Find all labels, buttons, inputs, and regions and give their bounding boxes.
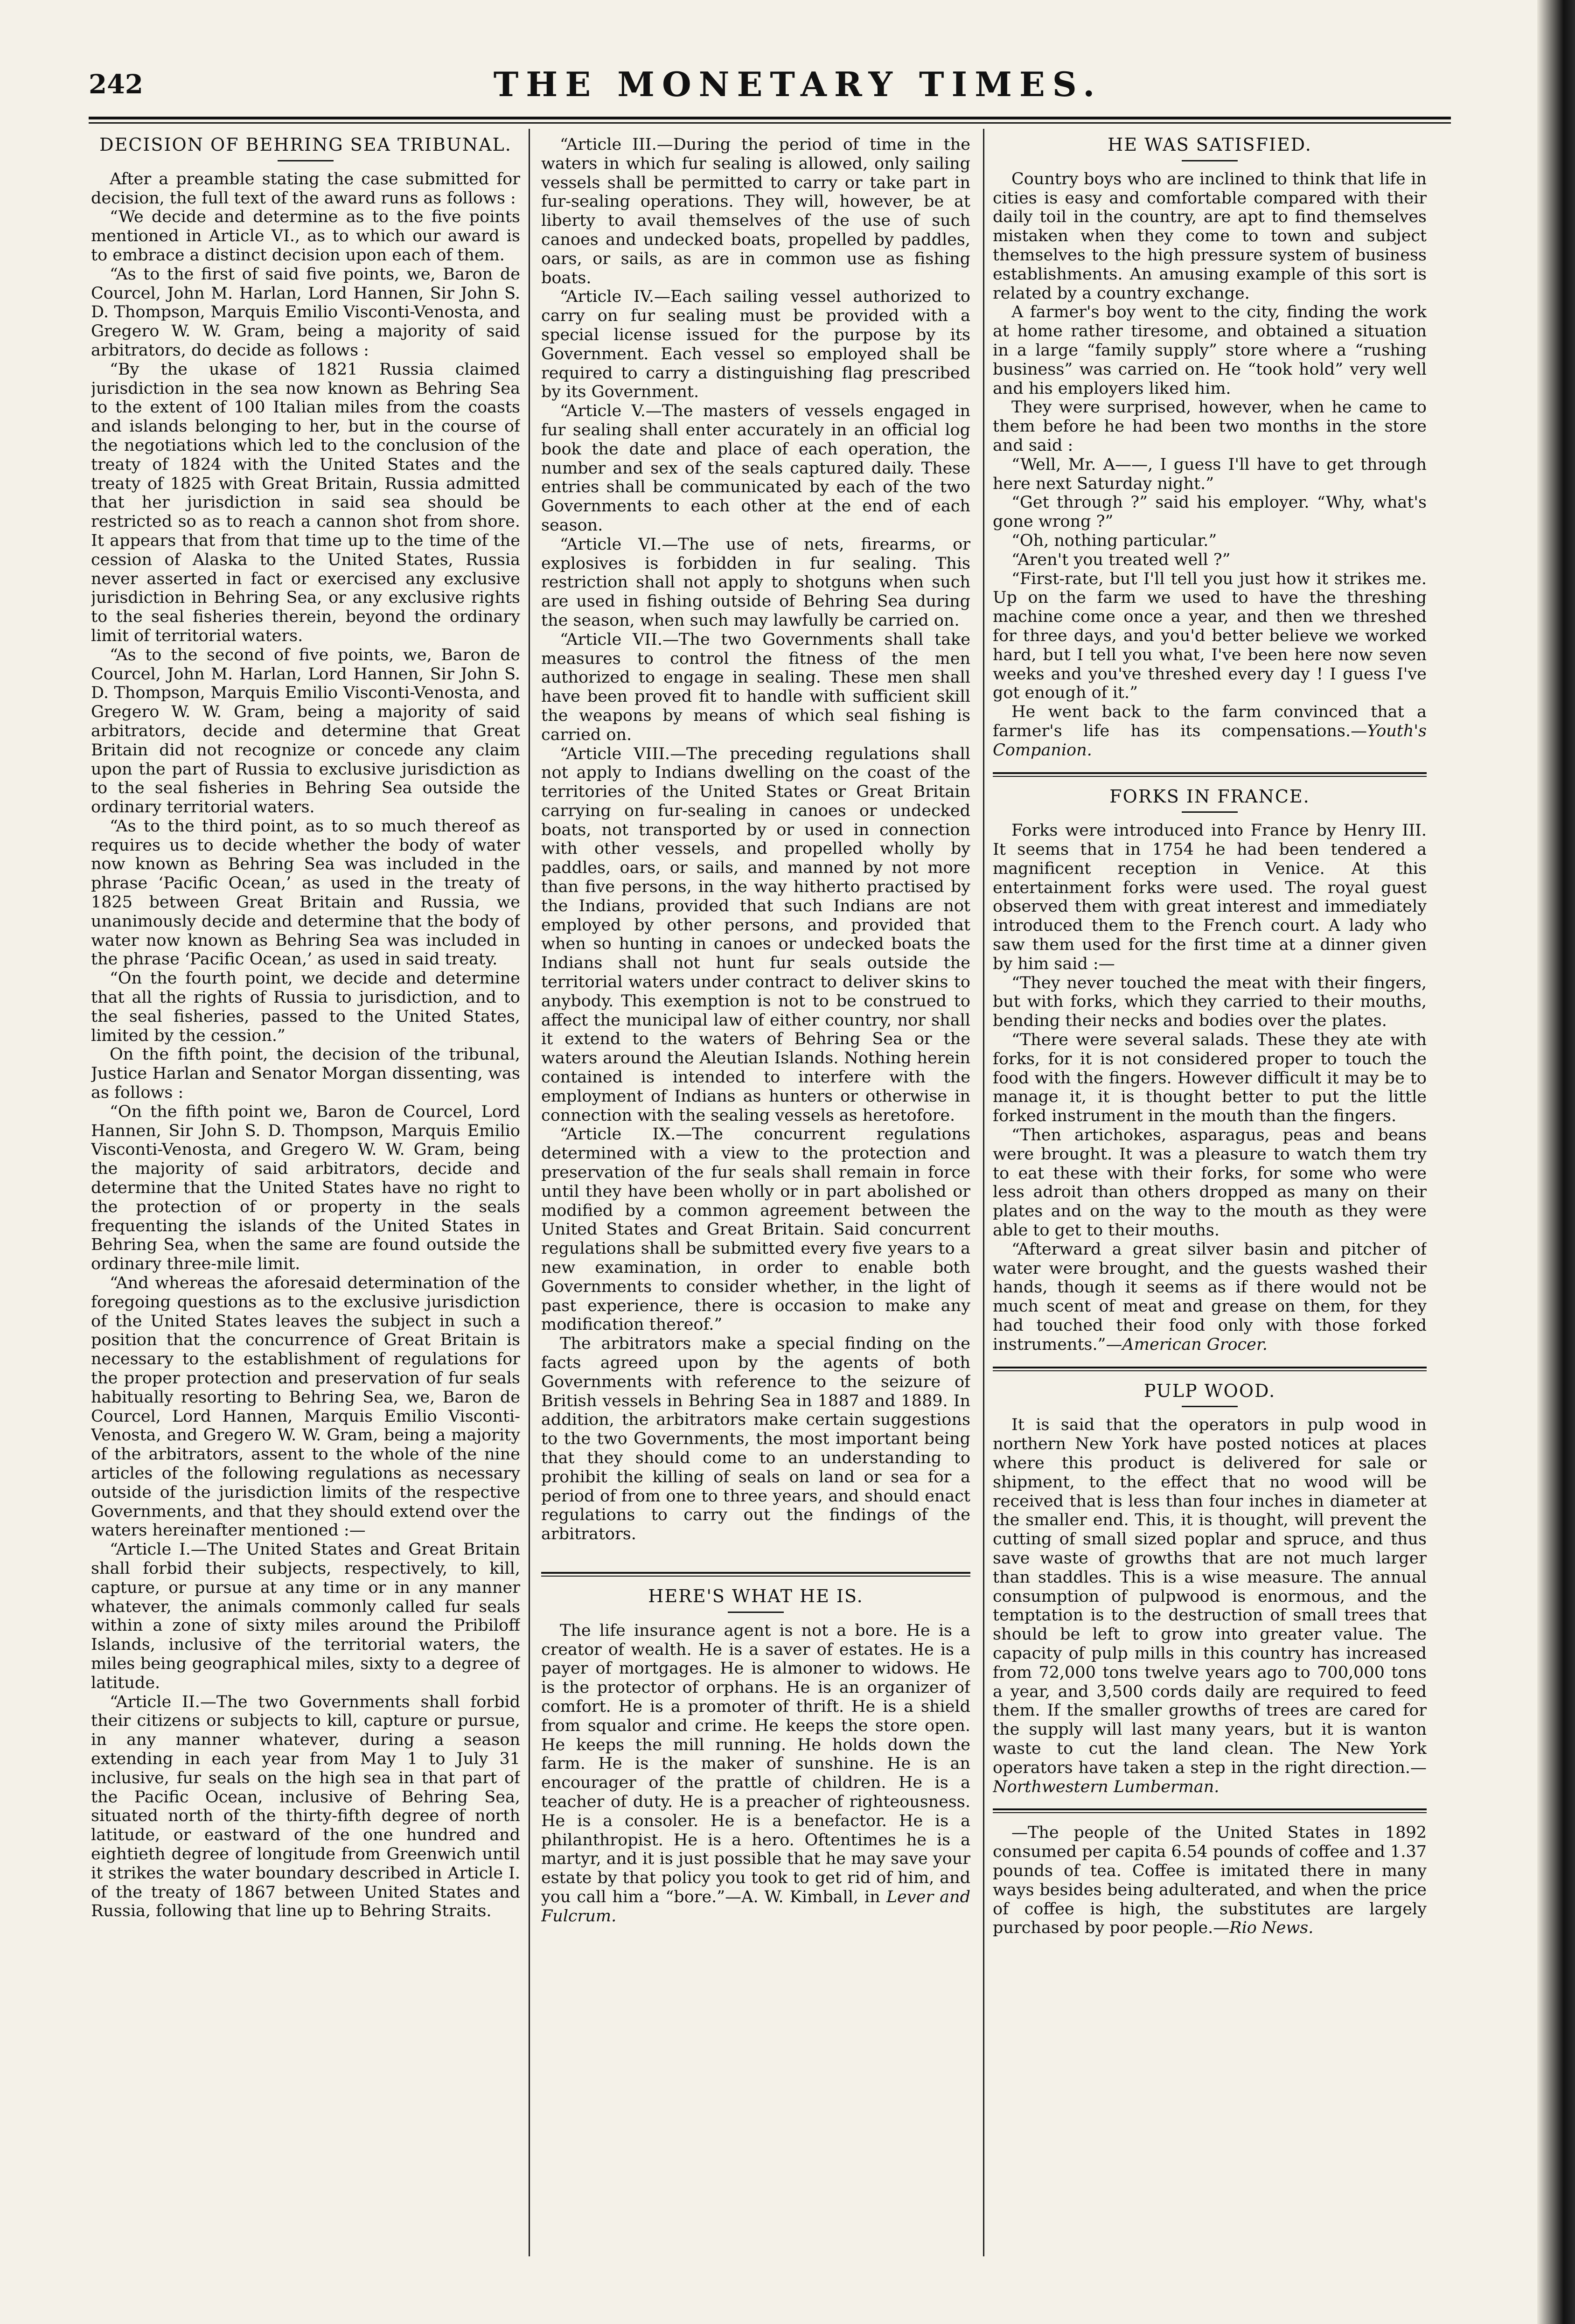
article-title-behring: DECISION OF BEHRING SEA TRIBUNAL.: [99, 135, 512, 155]
source-credit: Northwestern Lumberman.: [993, 1777, 1220, 1796]
article-title-heres: HERE'S WHAT HE IS.: [648, 1585, 864, 1606]
masthead: THE MONETARY TIMES.: [493, 64, 1102, 104]
paragraph: “They never touched the meat with their fingers, but with forks, which they carried to their mouths, bending their necks and bodies over the plates.: [993, 973, 1427, 1031]
paragraph: Forks were introduced into France by Henry III. It seems that in 1754 he had been tendered a magnificent reception in Venice. At this entertainment forks were used. The royal guest observed them with great interest and immediately introduced them to the French court. A lady who saw them used for the first time at a dinner given by him said :—: [993, 821, 1427, 973]
section-rule: [993, 1367, 1427, 1371]
column-divider: [529, 129, 530, 2256]
column-divider: [983, 129, 984, 2256]
paragraph: “Aren't you treated well ?”: [1011, 550, 1231, 569]
article-title-forks: FORKS IN FRANCE.: [1109, 786, 1310, 807]
paragraph: They were surprised, however, when he came to them before he had been two months in the store and said :: [993, 398, 1427, 455]
paragraph: “Article VIII.—The preceding regulations shall not apply to Indians dwelling on the coast of the territories of the United States or Great Britain carrying on fur-sealing in canoes or undecked boats, not transported by or used in connection with other vessels, and propelled wholly by paddles, oars, or sails, and manned by not more than five persons, in the way hitherto practised by the Indians, provided that such Indians are not employed by other persons, and provided that when so hunting in canoes or undecked boats the Indians shall not hunt fur seals outside the territorial waters under contract to deliver skins to anybody. This exemption is not to be construed to affect the municipal law of either country, nor shall it extend to the waters of Behring Sea or the waters around the Aleutian Islands. Nothing herein contained is intended to interfere with the employment of Indians as hunters or otherwise in connection with the sealing vessels as heretofore.: [541, 744, 970, 1125]
paragraph: “There were several salads. These they ate with forks, for it is not considered proper to touch the food with the fingers. However difficult it may be to manage it, it is thought better to put the little forked instrument in the mouth than the fingers.: [993, 1031, 1427, 1126]
paragraph: “Article VII.—The two Governments shall take measures to control the fitness of the men authorized to engage in sealing. These men shall have been proved fit to handle with sufficient skill the weapons by means of which seal fishing is carried on.: [541, 630, 970, 744]
page-binding-edge: [1537, 0, 1575, 2324]
paragraph: “On the fourth point, we decide and determine that all the rights of Russia to jurisdiction, and to the seal fisheries, passed to the United States, limited by the cession.”: [91, 969, 520, 1045]
paragraph: A farmer's boy went to the city, finding the work at home rather tiresome, and obtained a situation in a large “family supply” store where a “rushing business” was carried on. He “took hold” very well and his employers liked him.: [993, 303, 1427, 398]
article-body: The life insurance agent is not a bore. He is a creator of wealth. He is a saver of estates. He is a payer of mortgages. He is almoner to widows. He is the protector of orphans. He is an organizer of comfort. He is a promoter of thrift. He is a shield from squalor and crime. He keeps the store open. He keeps the mill running. He holds down the farm. He is the maker of sunshine. He is an encourager of the prattle of children. He is a teacher of duty. He is a preacher of righteousness. He is a consoler. He is a benefactor. He is a philanthropist. He is a hero. Oftentimes he is a martyr, and it is just possible that he may save your estate by that policy you took to get rid of him, and you call him a “bore.”—A. W. Kimball, in: [541, 1621, 970, 1906]
paragraph: [993, 1823, 1427, 1938]
column-2: [541, 135, 970, 2254]
source-credit: Lever and Fulcrum.: [541, 1887, 970, 1926]
title-rule: [1182, 1406, 1238, 1407]
title-rule: [1182, 160, 1238, 161]
column-3: [993, 135, 1427, 2254]
paragraph: “We decide and determine as to the five points mentioned in Article VI., as to which our award is to embrace a distinct decision upon each of them.: [91, 208, 520, 265]
title-rule: [278, 160, 334, 161]
paragraph: “Article IX.—The concurrent regulations determined with a view to the protection and preservation of the fur seals shall remain in force until they have been wholly or in part abolished or modified by a common agreement between the United States and Great Britain. Said concurrent regulations shall be submitted every five years to a new examination, in order to enable both Governments to consider whether, in the light of past experience, there is occasion to make any modification thereof.”: [541, 1125, 970, 1334]
paragraph: Country boys who are inclined to think that life in cities is easy and comfortable compared with their daily toil in the country, are apt to find themselves mistaken when they come to town and subject themselves to the high pressure system of business establishments. An amusing example of this sort is related by a country exchange.: [993, 169, 1427, 303]
article-title-pulp: PULP WOOD.: [1143, 1380, 1276, 1401]
paragraph: After a preamble stating the case submitted for decision, the full text of the award runs as follows :: [91, 169, 520, 208]
title-rule: [1182, 811, 1238, 813]
paragraph: “By the ukase of 1821 Russia claimed jurisdiction in the sea now known as Behring Sea to the extent of 100 Italian miles from the coasts and islands belonging to her, but in the course of the negotiations which led to the conclusion of the treaty of 1824 with the United States and the treaty of 1825 with Great Britain, Russia admitted that her jurisdiction in said sea should be restricted so as to reach a cannon shot from shore. It appears that from that time up to the time of the cession of Alaska to the United States, Russia never asserted in fact or exercised any exclusive jurisdiction in Behring Sea, or any exclusive rights to the seal fisheries therein, beyond the ordinary limit of territorial waters.: [91, 360, 520, 645]
source-credit: American Grocer.: [1122, 1335, 1268, 1354]
section-rule: [993, 1808, 1427, 1813]
source-credit: Youth's Companion.: [993, 721, 1427, 760]
masthead-rule: [89, 117, 1451, 119]
paragraph: “Then artichokes, asparagus, peas and beans were brought. It was a pleasure to watch them try to eat these with their forks, for some who were less adroit than others dropped as many on their plates and on the way to the mouth as they were able to get to their mouths.: [993, 1126, 1427, 1240]
source-credit: Rio News.: [1229, 1919, 1314, 1938]
masthead-rule-thin: [89, 122, 1451, 124]
paragraph: “Article II.—The two Governments shall forbid their citizens or subjects to kill, capture or pursue, in any manner whatever, during a season extending in each year from May 1 to July 31 inclusive, fur seals on the high sea in that part of the Pacific Ocean, inclusive of Behring Sea, situated north of the thirty-fifth degree of north latitude, or eastward of the one hundred and eightieth degree of longitude from Greenwich until it strikes the water boundary described in Article I. of the treaty of 1867 between United States and Russia, following that line up to Behring Straits.: [91, 1692, 520, 1921]
paragraph: “Get through ?” said his employer. “Why, what's gone wrong ?”: [993, 493, 1427, 531]
article-body: —The people of the United States in 1892 consumed per capita 6.54 pounds of coffee and 1.37 pounds of tea. Coffee is imitated there in many ways besides being adulterated, and when the price of coffee is high, the substitutes are largely purchased by poor people.—: [993, 1823, 1427, 1938]
paragraph: On the fifth point, the decision of the tribunal, Justice Harlan and Senator Morgan dissenting, was as follows :: [91, 1045, 520, 1103]
article-body: He went back to the farm convinced that a farmer's life has its compensations.—: [993, 703, 1427, 740]
paragraph: [541, 1621, 970, 1926]
paragraph: “Article V.—The masters of vessels engaged in fur sealing shall enter accurately in an official log book the date and place of each operation, the number and sex of the seals captured daily. These entries shall be communicated by each of the two Governments to each other at the end of each season.: [541, 402, 970, 535]
article-body: “Afterward a great silver basin and pitcher of water were brought, and the guests washed their hands, though it seems as if there would not be much scent of meat and grease on them, for they had touched their food only with those forked instruments.”—: [993, 1240, 1427, 1354]
paragraph: “First-rate, but I'll tell you just how it strikes me. Up on the farm we used to have the threshing machine come once a year, and then we threshed for three days, and you'd better believe we worked hard, but I tell you what, I've been here now seven weeks and you've threshed every day ! I guess I've got enough of it.”: [993, 569, 1427, 703]
paragraph: “Well, Mr. A——, I guess I'll have to get through here next Saturday night.”: [993, 455, 1427, 493]
paragraph: “On the fifth point we, Baron de Courcel, Lord Hannen, Sir John S. D. Thompson, Marquis Emilio Visconti-Venosta, and Gregero W. W. Gram, being the majority of said arbitrators, decide and determine that the United States have no right to the protection of or property in the seals frequenting the islands of the United States in Behring Sea, when the same are found outside the ordinary three-mile limit.: [91, 1102, 520, 1274]
title-rule: [728, 1612, 784, 1613]
paragraph: “Article I.—The United States and Great Britain shall forbid their subjects, respectively, to kill, capture, or pursue at any time or in any manner whatever, the animals commonly called fur seals within a zone of sixty miles around the Pribiloff Islands, inclusive of the territorial waters, the miles being geographical miles, sixty to a degree of latitude.: [91, 1540, 520, 1692]
paragraph: “And whereas the aforesaid determination of the foregoing questions as to the exclusive jurisdiction of the United States leaves the subject in such a position that the concurrence of Great Britain is necessary to the establishment of regulations for the proper protection and preservation of fur seals habitually resorting to Behring Sea, we, Baron de Courcel, Lord Hannen, Marquis Emilio Visconti-Venosta, and Gregero W. W. Gram, being a majority of the arbitrators, assent to the whole of the nine articles of the following regulations as necessary outside of the jurisdiction limits of the respective Governments, and that they should extend over the waters hereinafter mentioned :—: [91, 1274, 520, 1540]
section-rule: [993, 772, 1427, 777]
section-rule: [541, 1572, 970, 1577]
paragraph: “As to the second of five points, we, Baron de Courcel, John M. Harlan, Lord Hannen, Sir John S. D. Thompson, Marquis Emilio Visconti-Venosta, and Gregero W. W. Gram, being a majority of said arbitrators, decide and determine that Great Britain did not recognize or concede any claim upon the part of Russia to exclusive jurisdiction as to the seal fisheries in Behring Sea outside the ordinary territorial waters.: [91, 645, 520, 817]
paragraph: “As to the third point, as to so much thereof as requires us to decide whether the body of water now known as Behring Sea was included in the phrase ‘Pacific Ocean,’ as used in the treaty of 1825 between Great Britain and Russia, we unanimously decide and determine that the body of water now known as Behring Sea was included in the phrase ‘Pacific Ocean,’ as used in said treaty.: [91, 817, 520, 969]
column-1: [91, 135, 520, 2254]
paragraph: [993, 1240, 1427, 1354]
paragraph: “Article IV.—Each sailing vessel authorized to carry on fur sealing must be provided with a special license issued for the purpose by its Government. Each vessel so employed shall be required to carry a distinguishing flag prescribed by its Government.: [541, 287, 970, 402]
paragraph: [993, 703, 1427, 760]
paragraph: The arbitrators make a special finding on the facts agreed upon by the agents of both Governments with reference to the seizure of British vessels in Behring Sea in 1887 and 1889. In addition, the arbitrators make certain suggestions to the two Governments, the most important being that they should come to an understanding to prohibit the killing of seals on land or sea for a period of from one to three years, and should enact regulations to carry out the findings of the arbitrators.: [541, 1334, 970, 1544]
paragraph: “As to the first of said five points, we, Baron de Courcel, John M. Harlan, Lord Hannen, Sir John S. D. Thompson, Marquis Emilio Visconti-Venosta, and Gregero W. W. Gram, being a majority of said arbitrators, do decide as follows :: [91, 265, 520, 360]
paragraph: “Oh, nothing particular.”: [1011, 531, 1217, 550]
article-title-satisfied: HE WAS SATISFIED.: [1108, 135, 1312, 155]
paragraph: “Article III.—During the period of time in the waters in which fur sealing is allowed, only sailing vessels shall be permitted to carry or take part in fur-sealing operations. They will, however, be at liberty to avail themselves of the use of such canoes and undecked boats, propelled by paddles, oars, or sails, as are in common use as fishing boats.: [541, 135, 970, 287]
paragraph: [993, 1416, 1427, 1796]
page-number: 242: [89, 69, 143, 100]
article-body: It is said that the operators in pulp wood in northern New York have posted notices at places where this product is delivered for sale or shipment, to the effect that no wood will be received that is less than four inches in diameter at the smaller end. This, it is thought, will prevent the cutting of small sized poplar and spruce, and thus save waste of growths that are not much larger than staddles. This is a wise measure. The annual consumption of pulpwood is enormous, and the temptation is to the destruction of small trees that should be left to grow into greater value. The capacity of pulp mills in this country has increased from 72,000 tons twelve years ago to 700,000 tons a year, and 3,500 cords daily are required to feed them. If the smaller growths of trees are cared for the supply will last many years, but it is wanton waste to cut the land clean. The New York operators have taken a step in the right direction.—: [993, 1416, 1427, 1777]
paragraph: “Article VI.—The use of nets, firearms, or explosives is forbidden in fur sealing. This restriction shall not apply to shotguns when such are used in fishing outside of Behring Sea during the season, when such may lawfully be carried on.: [541, 535, 970, 630]
